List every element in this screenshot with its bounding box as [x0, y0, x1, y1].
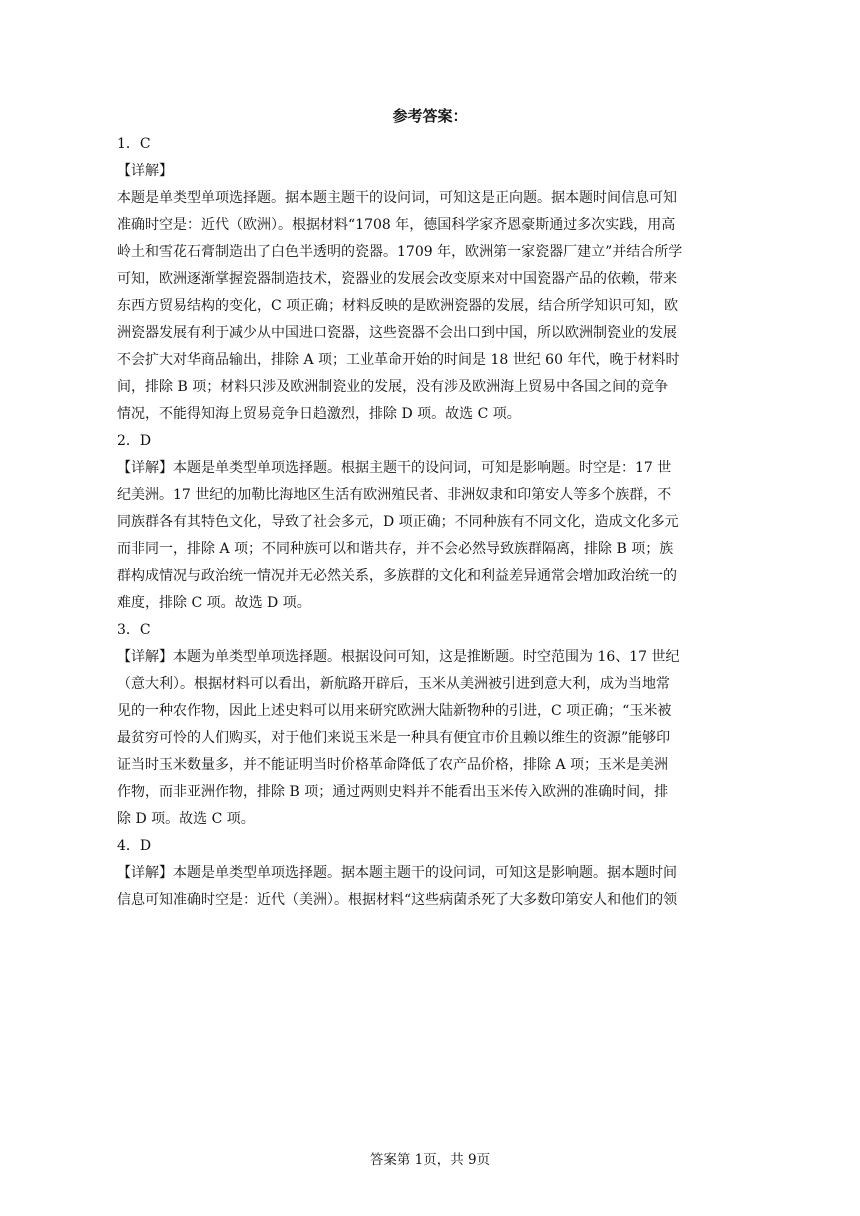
- text-line: 见的一种农作物，因此上述史料可以用来研究欧洲大陆新物种的引进，C 项正确；“玉米被: [117, 703, 672, 719]
- text-line: （意大利）。根据材料可以看出，新航路开辟后，玉米从美洲被引进到意大利，成为当地常: [117, 676, 670, 692]
- answer-3: 3．C: [117, 622, 151, 638]
- text-line: 准确时空是：近代（欧洲）。根据材料“1708 年，德国科学家齐恩豪斯通过多次实践，用高: [117, 217, 676, 233]
- page-footer: 答案第 1页，共 9页: [369, 1152, 491, 1168]
- text-line: 东西方贸易结构的变化，C 项正确；材料反映的是欧洲瓷器的发展，结合所学知识可知，欧: [117, 298, 679, 314]
- text-line: 间，排除 B 项；材料只涉及欧洲制瓷业的发展，没有涉及欧洲海上贸易中各国之间的竞争: [117, 379, 669, 395]
- explanation-header-1: 【详解】: [117, 163, 173, 179]
- text-line: 情况，不能得知海上贸易竞争日趋激烈，排除 D 项。故选 C 项。: [117, 406, 521, 422]
- answer-1: 1．C: [117, 136, 151, 152]
- explanation-2: [117, 455, 743, 617]
- text-line: 【详解】本题为单类型单项选择题。根据设问可知，这是推断题。时空范围为 16、17 世纪: [117, 649, 680, 665]
- text-line: 除 D 项。故选 C 项。: [117, 811, 255, 827]
- text-line: 难度，排除 C 项。故选 D 项。: [117, 595, 311, 611]
- answer-4: 4．D: [117, 838, 152, 854]
- text-line: 群构成情况与政治统一情况并无必然关系，多族群的文化和利益差异通常会增加政治统一的: [117, 568, 677, 584]
- explanation-1: [117, 185, 743, 428]
- text-line: 纪美洲。17 世纪的加勒比海地区生活有欧洲殖民者、非洲奴隶和印第安人等多个族群，不: [117, 487, 672, 503]
- text-line: 而非同一，排除 A 项；不同种族可以和谐共存，并不会必然导致族群隔离，排除 B 项；族: [117, 541, 674, 557]
- text-line: 证当时玉米数量多，并不能证明当时价格革命降低了农产品价格，排除 A 项；玉米是美洲: [117, 757, 669, 773]
- text-line: 作物，而非亚洲作物，排除 B 项；通过两则史料并不能看出玉米传入欧洲的准确时间，排: [117, 784, 669, 800]
- explanation-4: [117, 860, 743, 914]
- answer-content: [117, 131, 743, 914]
- text-line: 不会扩大对华商品输出，排除 A 项；工业革命开始的时间是 18 世纪 60 年代，晚于材料时: [117, 352, 680, 368]
- text-line: 岭土和雪花石膏制造出了白色半透明的瓷器。1709 年，欧洲第一家瓷器厂建立”并结合所学: [117, 244, 683, 260]
- text-line: 本题是单类型单项选择题。据本题主题干的设问词，可知这是正向题。据本题时间信息可知: [117, 190, 677, 206]
- text-line: 洲瓷器发展有利于减少从中国进口瓷器，这些瓷器不会出口到中国，所以欧洲制瓷业的发展: [117, 325, 677, 341]
- page-title: 参考答案：: [392, 107, 468, 125]
- text-line: 信息可知准确时空是：近代（美洲）。根据材料“这些病菌杀死了大多数印第安人和他们的领: [117, 892, 678, 908]
- text-line: 同族群各有其特色文化，导致了社会多元，D 项正确；不同种族有不同文化，造成文化多元: [117, 514, 679, 530]
- answer-2: 2．D: [117, 433, 152, 449]
- text-line: 【详解】本题是单类型单项选择题。据本题主题干的设问词，可知这是影响题。据本题时间: [117, 865, 677, 881]
- text-line: 最贫穷可怜的人们购买，对于他们来说玉米是一种具有便宜市价且赖以维生的资源”能够印: [117, 730, 671, 746]
- text-line: 【详解】本题是单类型单项选择题。根据主题干的设问词，可知是影响题。时空是：17 世: [117, 460, 672, 476]
- explanation-3: [117, 644, 743, 833]
- text-line: 可知，欧洲逐渐掌握瓷器制造技术，瓷器业的发展会改变原来对中国瓷器产品的依赖，带来: [117, 271, 677, 287]
